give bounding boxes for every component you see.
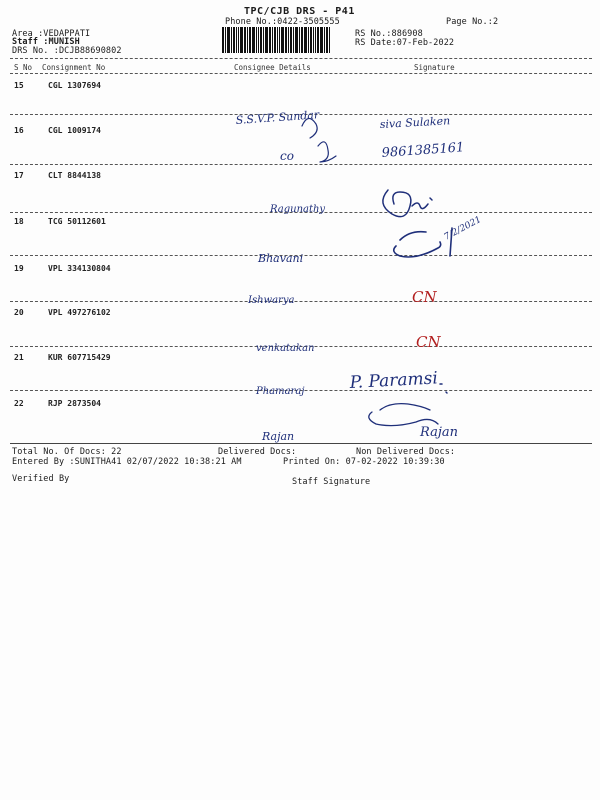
col-consignment: Consignment No [42, 63, 106, 72]
handwritten-name: Ragunathy [270, 204, 326, 215]
handwritten-name: Bhavani [258, 252, 304, 265]
handwritten-name: venkatakan [256, 343, 315, 354]
row-consignment-no: CLT 8844138 [48, 171, 101, 180]
row-consignment-no: KUR 607715429 [48, 353, 111, 362]
handwritten-name: co [280, 149, 294, 163]
row-sno: 19 [14, 264, 24, 273]
phone-number: Phone No.:0422-3505555 [225, 17, 340, 27]
signature-scribble [394, 228, 452, 257]
row-consignment-no: RJP 2873504 [48, 399, 101, 408]
signature-scribble [369, 404, 438, 426]
rs-date: RS Date:07-Feb-2022 [355, 38, 455, 48]
handwritten-phone: 9861385161 [381, 140, 465, 161]
signature-scribble [383, 190, 432, 217]
verified-by: Verified By [12, 474, 70, 484]
row-sno: 15 [14, 81, 24, 90]
drs-number: DRS No. :DCJB88690802 [12, 46, 122, 56]
footer-divider [10, 443, 592, 444]
row-sno: 18 [14, 217, 24, 226]
staff-signature-label: Staff Signature [292, 477, 371, 487]
row-consignment-no: VPL 334130804 [48, 264, 111, 273]
total-docs: Total No. Of Docs: 22 [12, 447, 122, 457]
handwritten-signature: CN [412, 288, 437, 306]
area-label: Area :VEDAPPATI [12, 29, 91, 39]
handwritten-signature: CN [416, 333, 441, 351]
handwritten-name: S.S.V.P. Sundar [235, 108, 320, 127]
handwritten-date: 7/2/2021 [442, 214, 484, 243]
handwritten-name: Ishwarya [248, 295, 295, 306]
rs-number: RS No.:886908 [355, 29, 423, 39]
row-sno: 16 [14, 126, 24, 135]
page-number: Page No.:2 [446, 17, 499, 27]
row-sno: 21 [14, 353, 24, 362]
document-title: TPC/CJB DRS - P41 [244, 6, 355, 17]
row-consignment-no: TCG 50112601 [48, 217, 106, 226]
handwritten-signature: siva Sulaken [379, 114, 451, 131]
signature-scribble [440, 384, 447, 393]
entered-by: Entered By :SUNITHA41 02/07/2022 10:38:21 AM [12, 457, 242, 467]
handwritten-signature: Rajan [420, 425, 458, 440]
col-sno: S No [14, 63, 33, 72]
printed-on: Printed On: 07-02-2022 10:39:30 [283, 457, 445, 467]
handwritten-signature: P. Paramsi [349, 368, 439, 393]
row-sno: 22 [14, 399, 24, 408]
col-consignee-details: Consignee Details [234, 63, 311, 72]
staff-label: Staff :MUNISH [12, 37, 80, 47]
row-consignment-no: CGL 1307694 [48, 81, 101, 90]
row-consignment-no: VPL 497276102 [48, 308, 111, 317]
col-signature: Signature [414, 63, 455, 72]
non-delivered-docs: Non Delivered Docs: [356, 447, 456, 457]
delivered-docs: Delivered Docs: [218, 447, 297, 457]
signature-scribble [318, 142, 336, 162]
row-sno: 17 [14, 171, 24, 180]
row-sno: 20 [14, 308, 24, 317]
handwritten-name: Rajan [262, 430, 295, 443]
row-consignment-no: CGL 1009174 [48, 126, 101, 135]
handwritten-name: Phamaraj [256, 386, 305, 397]
